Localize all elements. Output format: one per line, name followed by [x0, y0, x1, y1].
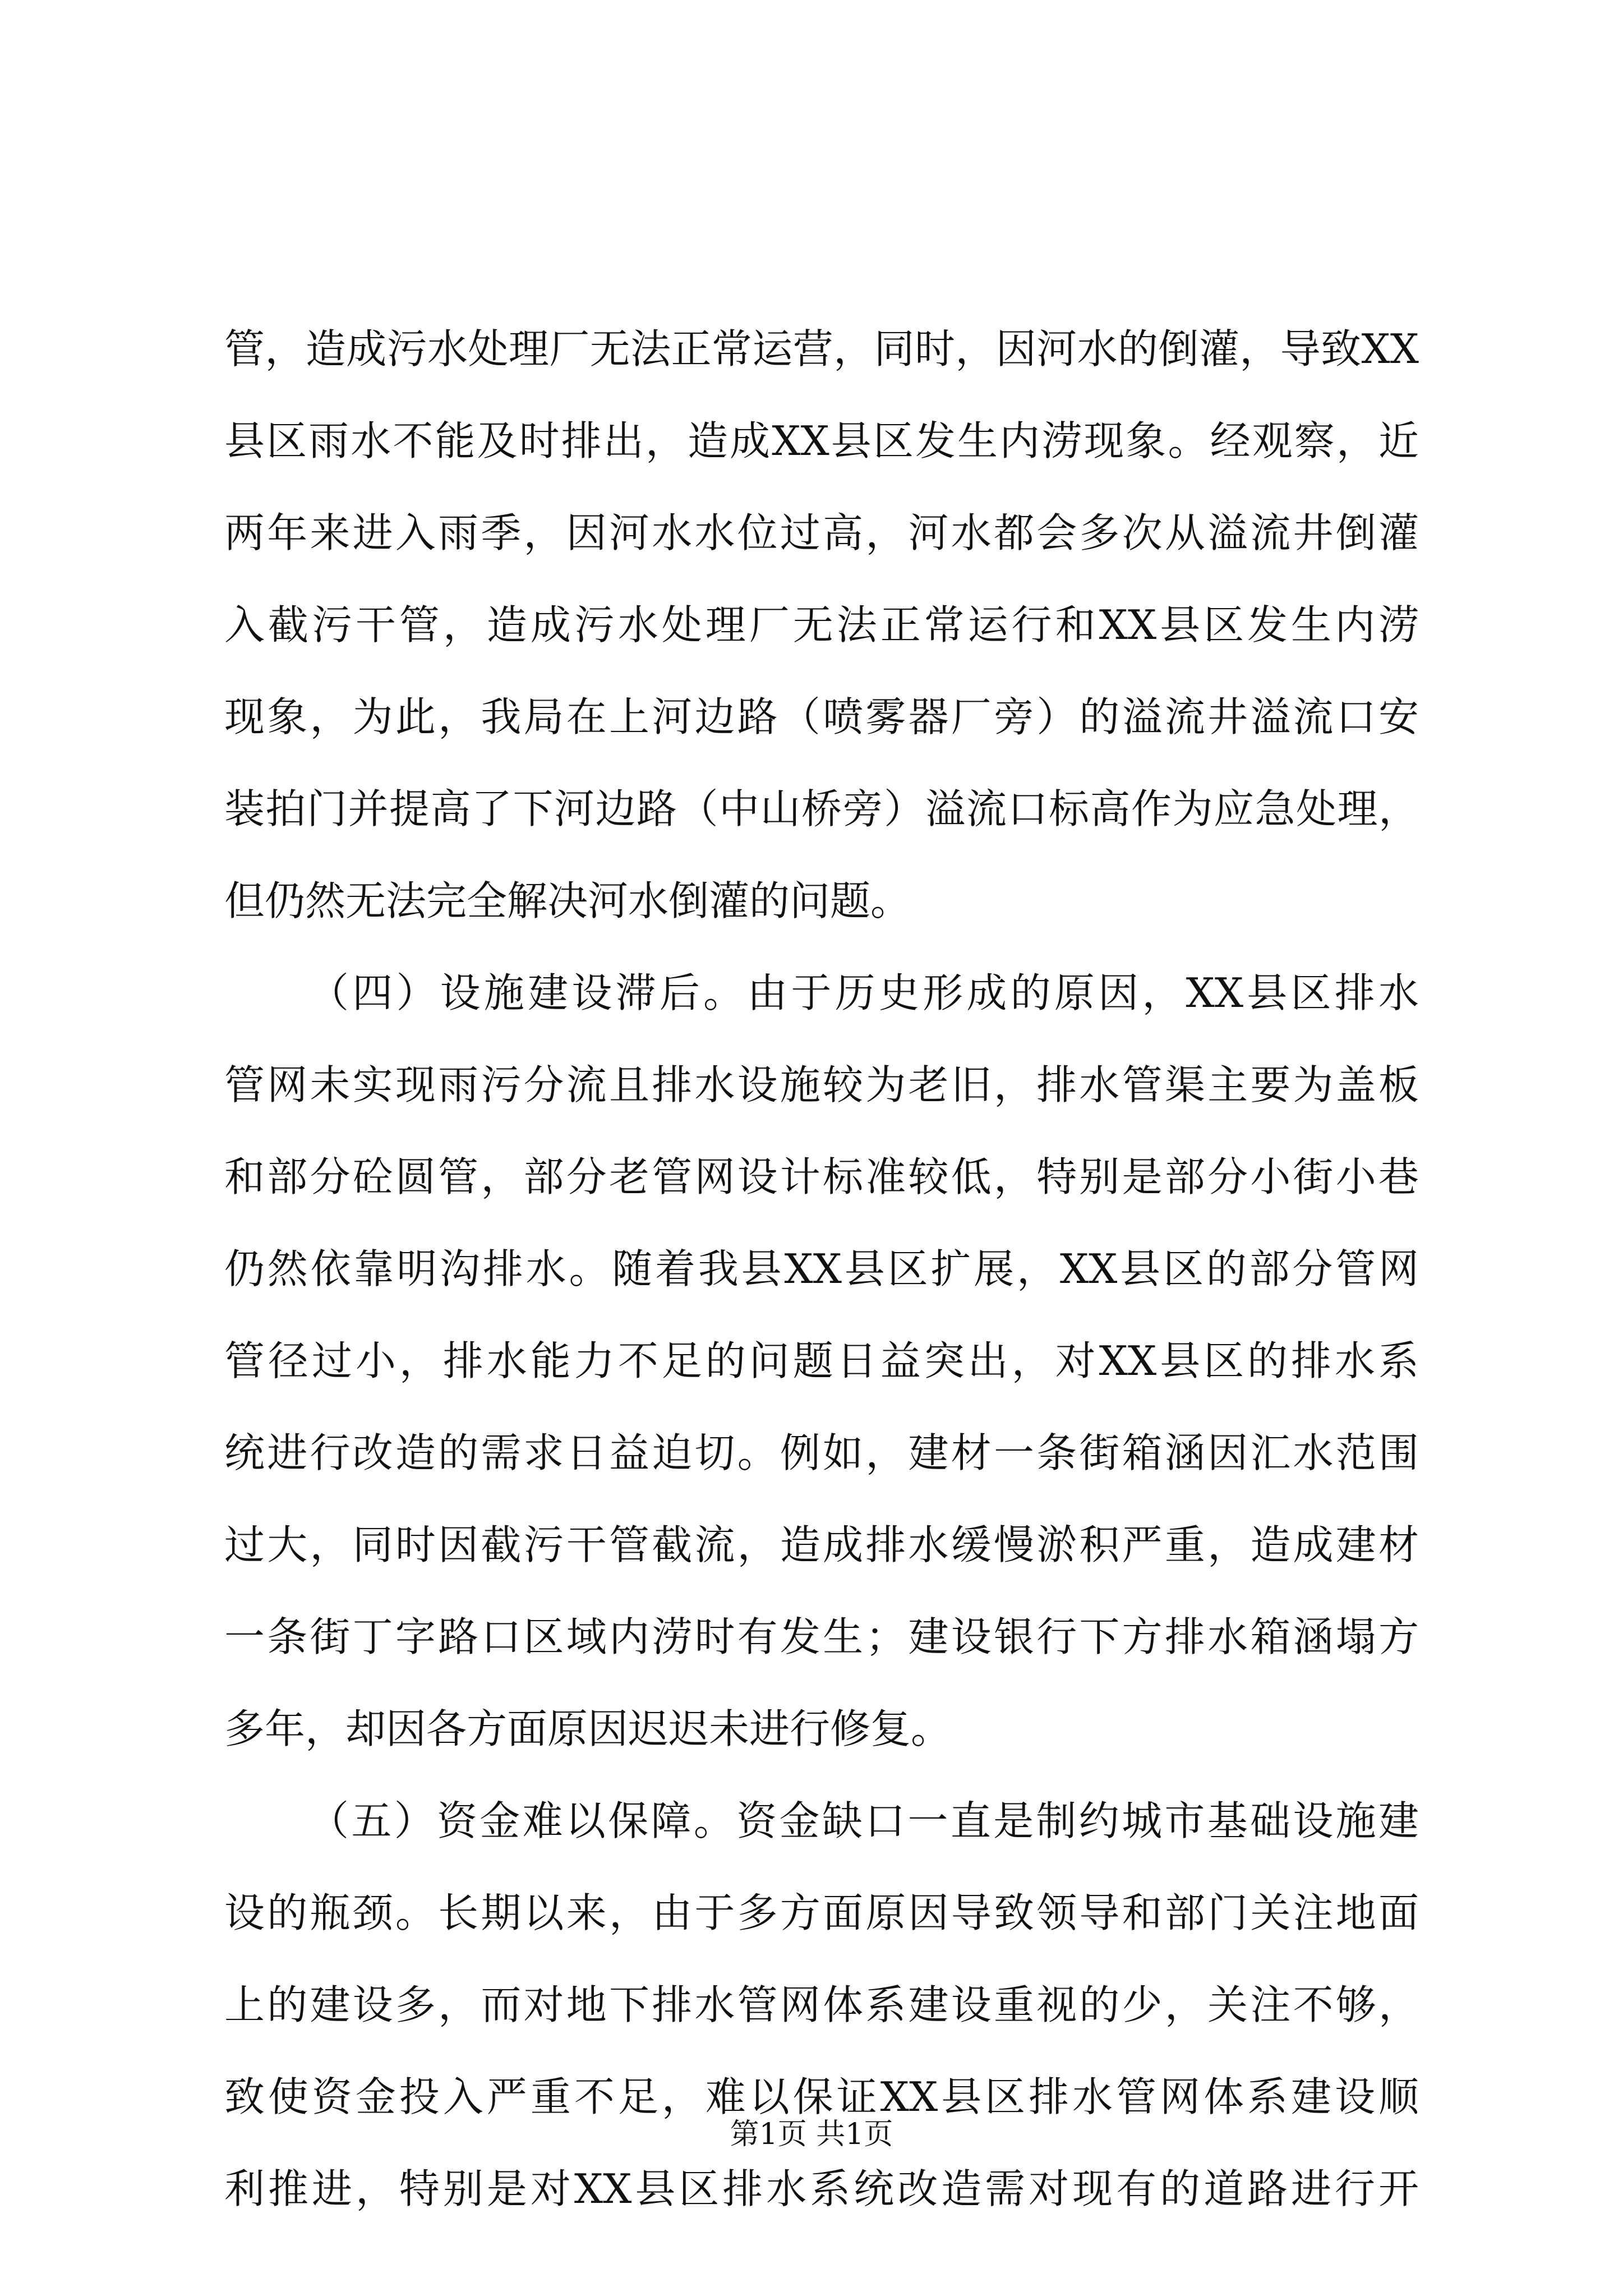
- text-line: 两年来进入雨季，因河水水位过高，河水都会多次从溢流井倒灌: [224, 509, 1419, 556]
- text-line: 多年，却因各方面原因迟迟未进行修复。: [224, 1705, 952, 1752]
- text-line: （四）设施建设滞后。由于历史形成的原因，XX县区排水: [308, 969, 1419, 1016]
- text-line: 但仍然无法完全解决河水倒灌的问题。: [224, 877, 911, 924]
- text-line: 上的建设多，而对地下排水管网体系建设重视的少，关注不够，: [224, 1981, 1419, 2028]
- text-line: 统进行改造的需求日益迫切。例如，建材一条街箱涵因汇水范围: [224, 1429, 1419, 1476]
- text-line: 入截污干管，造成污水处理厂无法正常运行和XX县区发生内涝: [224, 601, 1419, 648]
- text-line: 管径过小，排水能力不足的问题日益突出，对XX县区的排水系: [224, 1337, 1419, 1384]
- document-body: [224, 303, 1419, 2235]
- text-line: 管，造成污水处理厂无法正常运营，同时，因河水的倒灌，导致XX: [224, 325, 1419, 372]
- text-line: 县区雨水不能及时排出，造成XX县区发生内涝现象。经观察，近: [224, 417, 1419, 464]
- text-line: 设的瓶颈。长期以来，由于多方面原因导致领导和部门关注地面: [224, 1889, 1419, 1936]
- text-line: 现象，为此，我局在上河边路（喷雾器厂旁）的溢流井溢流口安: [224, 693, 1419, 740]
- text-line: 装拍门并提高了下河边路（中山桥旁）溢流口标高作为应急处理，: [224, 785, 1419, 832]
- text-line: 和部分砼圆管，部分老管网设计标准较低，特别是部分小街小巷: [224, 1153, 1419, 1200]
- text-line: 一条街丁字路口区域内涝时有发生；建设银行下方排水箱涵塌方: [224, 1613, 1419, 1660]
- text-line: 利推进，特别是对XX县区排水系统改造需对现有的道路进行开: [224, 2165, 1419, 2212]
- text-line: 仍然依靠明沟排水。随着我县XX县区扩展，XX县区的部分管网: [224, 1245, 1419, 1292]
- text-line: 过大，同时因截污干管截流，造成排水缓慢淤积严重，造成建材: [224, 1521, 1419, 1568]
- text-line: 管网未实现雨污分流且排水设施较为老旧，排水管渠主要为盖板: [224, 1061, 1419, 1108]
- page-footer: 第1页 共1页: [730, 2118, 893, 2151]
- text-line: 致使资金投入严重不足，难以保证XX县区排水管网体系建设顺: [224, 2073, 1419, 2120]
- text-line: （五）资金难以保障。资金缺口一直是制约城市基础设施建: [308, 1797, 1419, 1844]
